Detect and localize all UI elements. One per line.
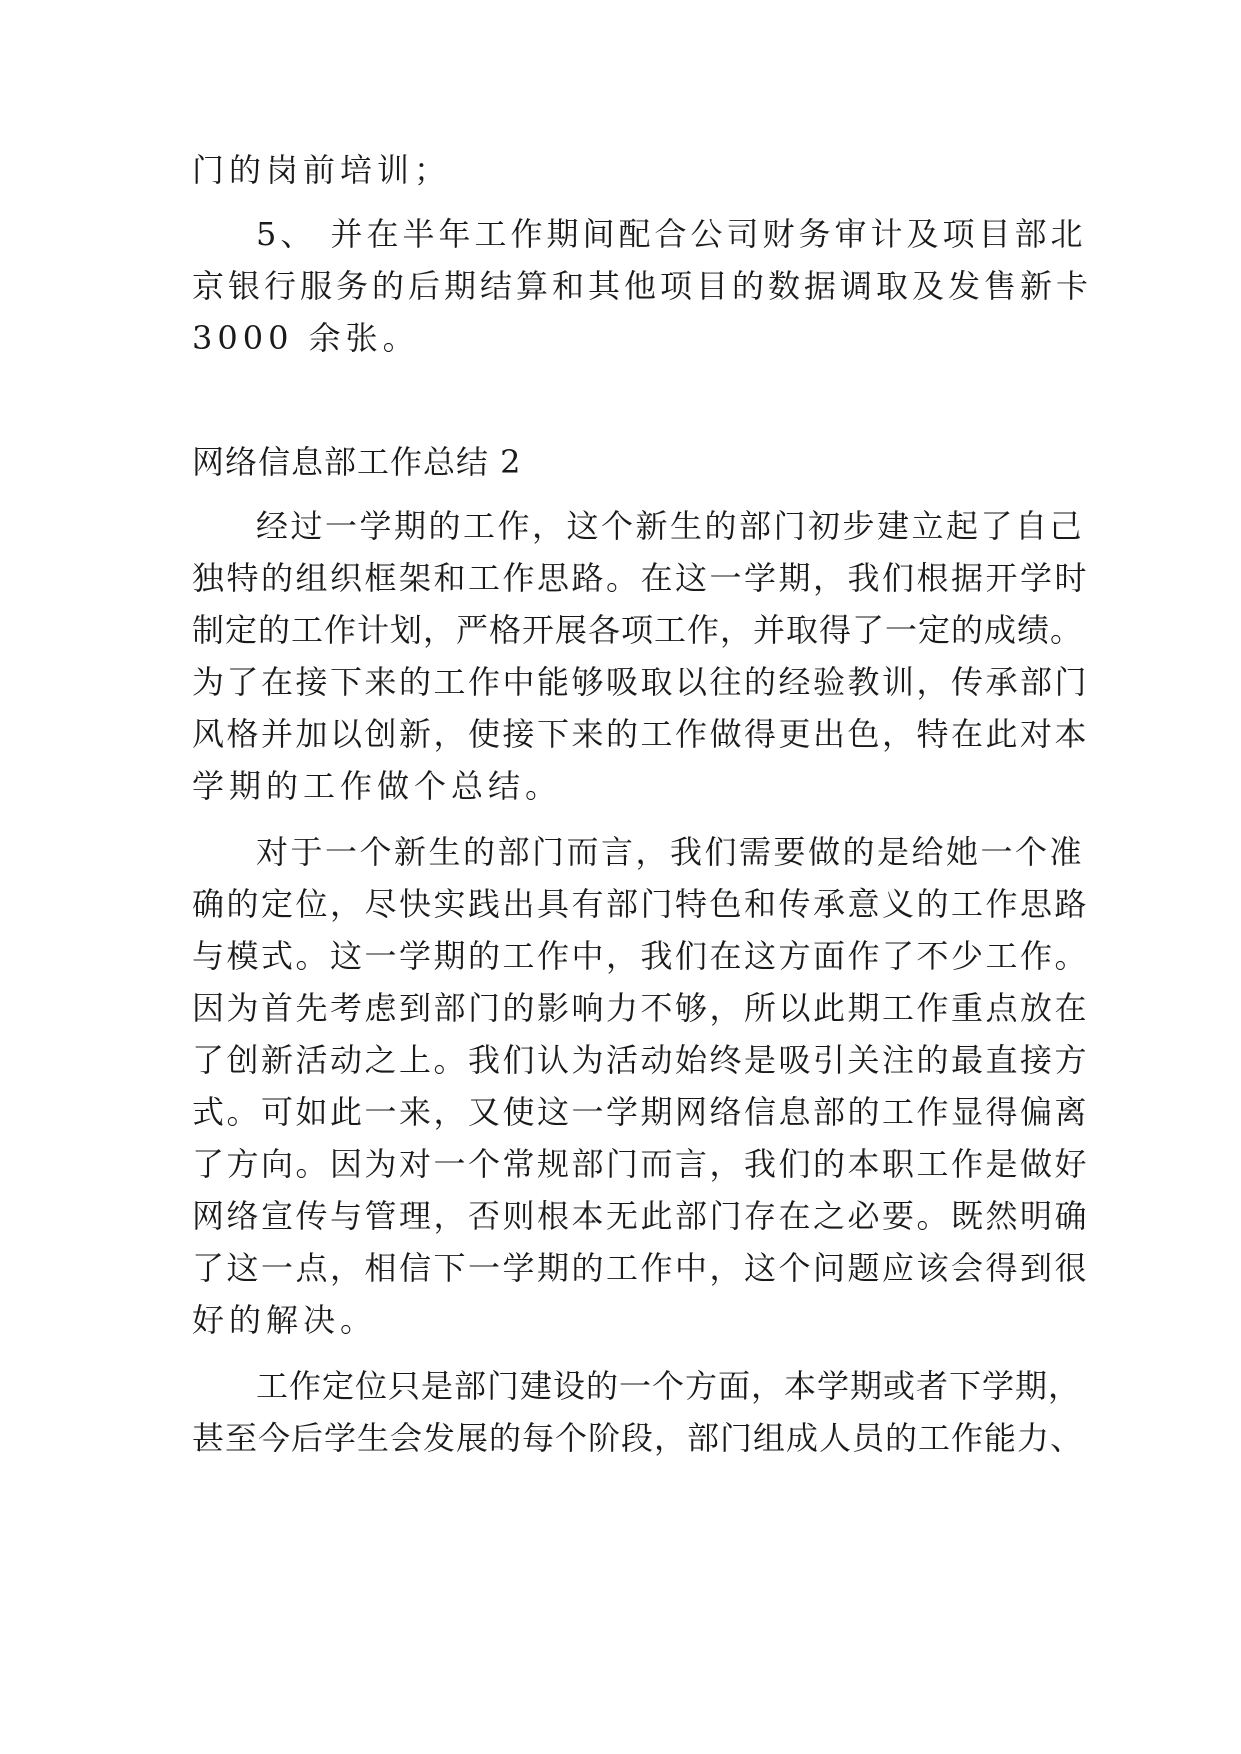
paragraph-1-line: 风格并加以创新，使接下来的工作做得更出色，特在此对本 xyxy=(192,715,1090,753)
paragraph-2-line: 确的定位，尽快实践出具有部门特色和传承意义的工作思路 xyxy=(192,885,1090,923)
text-line: 京银行服务的后期结算和其他项目的数据调取及发售新卡 xyxy=(192,267,1093,305)
paragraph-1-line: 经过一学期的工作，这个新生的部门初步建立起了自己 xyxy=(256,507,1085,545)
paragraph-3-line: 工作定位只是部门建设的一个方面，本学期或者下学期， xyxy=(256,1367,1082,1405)
paragraph-2-line: 网络宣传与管理，否则根本无此部门存在之必要。既然明确 xyxy=(192,1197,1090,1235)
paragraph-3-line: 甚至今后学生会发展的每个阶段，部门组成人员的工作能力、 xyxy=(192,1419,1084,1457)
paragraph-2-line: 因为首先考虑到部门的影响力不够，所以此期工作重点放在 xyxy=(192,989,1090,1027)
paragraph-2-line: 好的解决。 xyxy=(192,1301,378,1339)
paragraph-1-line: 为了在接下来的工作中能够吸取以往的经验教训，传承部门 xyxy=(192,663,1090,701)
paragraph-1-line: 学期的工作做个总结。 xyxy=(192,767,563,805)
section-title: 网络信息部工作总结 2 xyxy=(192,443,522,481)
paragraph-2-line: 了方向。因为对一个常规部门而言，我们的本职工作是做好 xyxy=(192,1145,1090,1183)
paragraph-2-line: 与模式。这一学期的工作中，我们在这方面作了不少工作。 xyxy=(192,937,1090,975)
paragraph-2-line: 了创新活动之上。我们认为活动始终是吸引关注的最直接方 xyxy=(192,1041,1090,1079)
paragraph-2-line: 式。可如此一来，又使这一学期网络信息部的工作显得偏离 xyxy=(192,1093,1090,1131)
paragraph-2-line: 了这一点，相信下一学期的工作中，这个问题应该会得到很 xyxy=(192,1249,1090,1287)
text-line: 3000 余张。 xyxy=(192,319,420,357)
paragraph-1-line: 制定的工作计划，严格开展各项工作，并取得了一定的成绩。 xyxy=(192,611,1084,649)
paragraph-2-line: 对于一个新生的部门而言，我们需要做的是给她一个准 xyxy=(256,833,1085,871)
text-line: 门的岗前培训； xyxy=(192,151,452,189)
list-item-5: 5、 并在半年工作期间配合公司财务审计及项目部北 xyxy=(256,215,1087,253)
paragraph-1-line: 独特的组织框架和工作思路。在这一学期，我们根据开学时 xyxy=(192,559,1090,597)
